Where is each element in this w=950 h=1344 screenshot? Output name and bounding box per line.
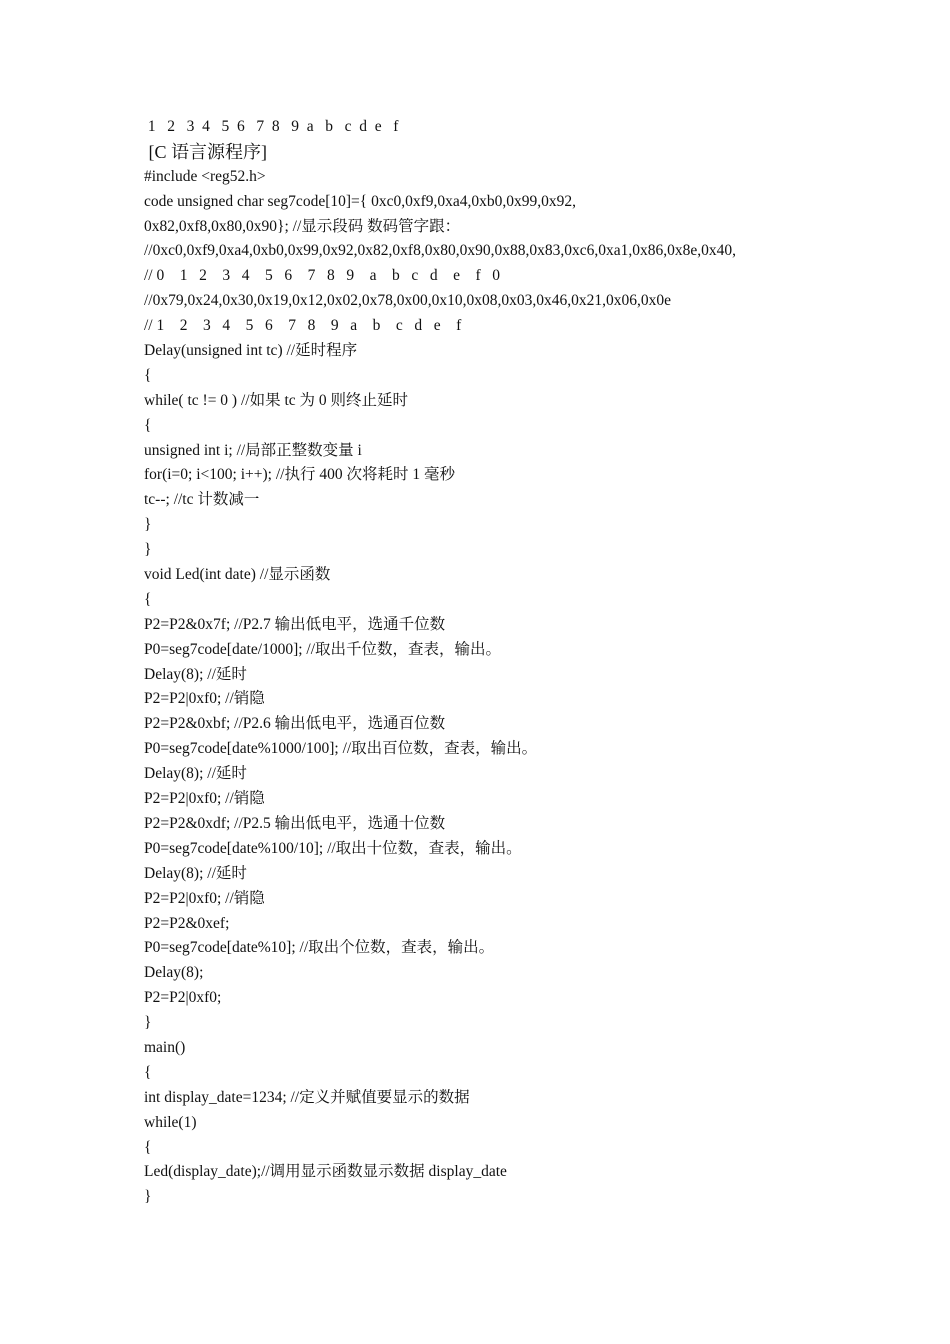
code-line: }	[144, 1188, 152, 1206]
code-line: {	[144, 366, 152, 384]
code-line: for(i=0; i<100; i++); //执行 400 次将耗时 1 毫秒	[144, 466, 455, 484]
code-line: P2=P2&0xef;	[144, 914, 230, 932]
code-line: Delay(8); //延时	[144, 665, 247, 683]
code-line: //0x79,0x24,0x30,0x19,0x12,0x02,0x78,0x00,0x10,0x08,0x03,0x46,0x21,0x06,0x0e	[144, 292, 671, 310]
code-line: P0=seg7code[date%10]; //取出个位数，查表，输出。	[144, 939, 495, 957]
code-line: {	[144, 590, 152, 608]
code-line: {	[144, 416, 152, 434]
code-line: code unsigned char seg7code[10]={ 0xc0,0xf9,0xa4,0xb0,0x99,0x92,	[144, 192, 576, 210]
code-line: Delay(unsigned int tc) //延时程序	[144, 342, 358, 360]
code-line: // 1 2 3 4 5 6 7 8 9 a b c d e f	[144, 317, 462, 335]
code-line: P2=P2&0xbf; //P2.6 输出低电平，选通百位数	[144, 715, 446, 733]
code-line: P2=P2|0xf0; //销隐	[144, 690, 265, 708]
code-line: tc--; //tc 计数减一	[144, 491, 260, 509]
code-line: P0=seg7code[date%1000/100]; //取出百位数，查表，输出。	[144, 740, 538, 758]
code-line: #include <reg52.h>	[144, 167, 266, 185]
code-line: Led(display_date);//调用显示函数显示数据 display_date	[144, 1163, 507, 1181]
code-line: 1 2 3 4 5 6 7 8 9 a b c d e f	[144, 118, 399, 135]
code-line: P2=P2|0xf0; //销隐	[144, 790, 265, 808]
code-line: P2=P2&0x7f; //P2.7 输出低电平，选通千位数	[144, 615, 446, 633]
code-line: void Led(int date) //显示函数	[144, 566, 331, 584]
code-line: P2=P2&0xdf; //P2.5 输出低电平，选通十位数	[144, 814, 446, 832]
code-line: P2=P2|0xf0;	[144, 989, 222, 1007]
code-line: }	[144, 541, 152, 559]
code-line: // 0 1 2 3 4 5 6 7 8 9 a b c d e f 0	[144, 267, 501, 285]
code-line: }	[144, 516, 152, 534]
code-line: }	[144, 1014, 152, 1032]
code-line: 0x82,0xf8,0x80,0x90}; //显示段码 数码管字跟：	[144, 217, 461, 235]
code-line: {	[144, 1138, 152, 1156]
code-line: Delay(8);	[144, 964, 204, 982]
code-line: unsigned int i; //局部正整数变量 i	[144, 441, 362, 459]
code-line: int display_date=1234; //定义并赋值要显示的数据	[144, 1088, 470, 1106]
code-line: P0=seg7code[date%100/10]; //取出十位数，查表，输出。	[144, 839, 522, 857]
code-line: P0=seg7code[date/1000]; //取出千位数，查表，输出。	[144, 640, 502, 658]
code-line: //0xc0,0xf9,0xa4,0xb0,0x99,0x92,0x82,0xf8,0x80,0x90,0x88,0x83,0xc6,0xa1,0x86,0x8e,0x40,	[144, 242, 736, 260]
code-line: {	[144, 1063, 152, 1081]
code-line: P2=P2|0xf0; //销隐	[144, 889, 265, 907]
source-code-text	[144, 115, 924, 1210]
code-line: while( tc != 0 ) //如果 tc 为 0 则终止延时	[144, 391, 409, 409]
code-line: Delay(8); //延时	[144, 864, 247, 882]
code-line: main()	[144, 1038, 186, 1056]
section-heading: [C 语言源程序]	[144, 141, 267, 162]
code-line: Delay(8); //延时	[144, 765, 247, 783]
code-line: while(1)	[144, 1113, 197, 1131]
